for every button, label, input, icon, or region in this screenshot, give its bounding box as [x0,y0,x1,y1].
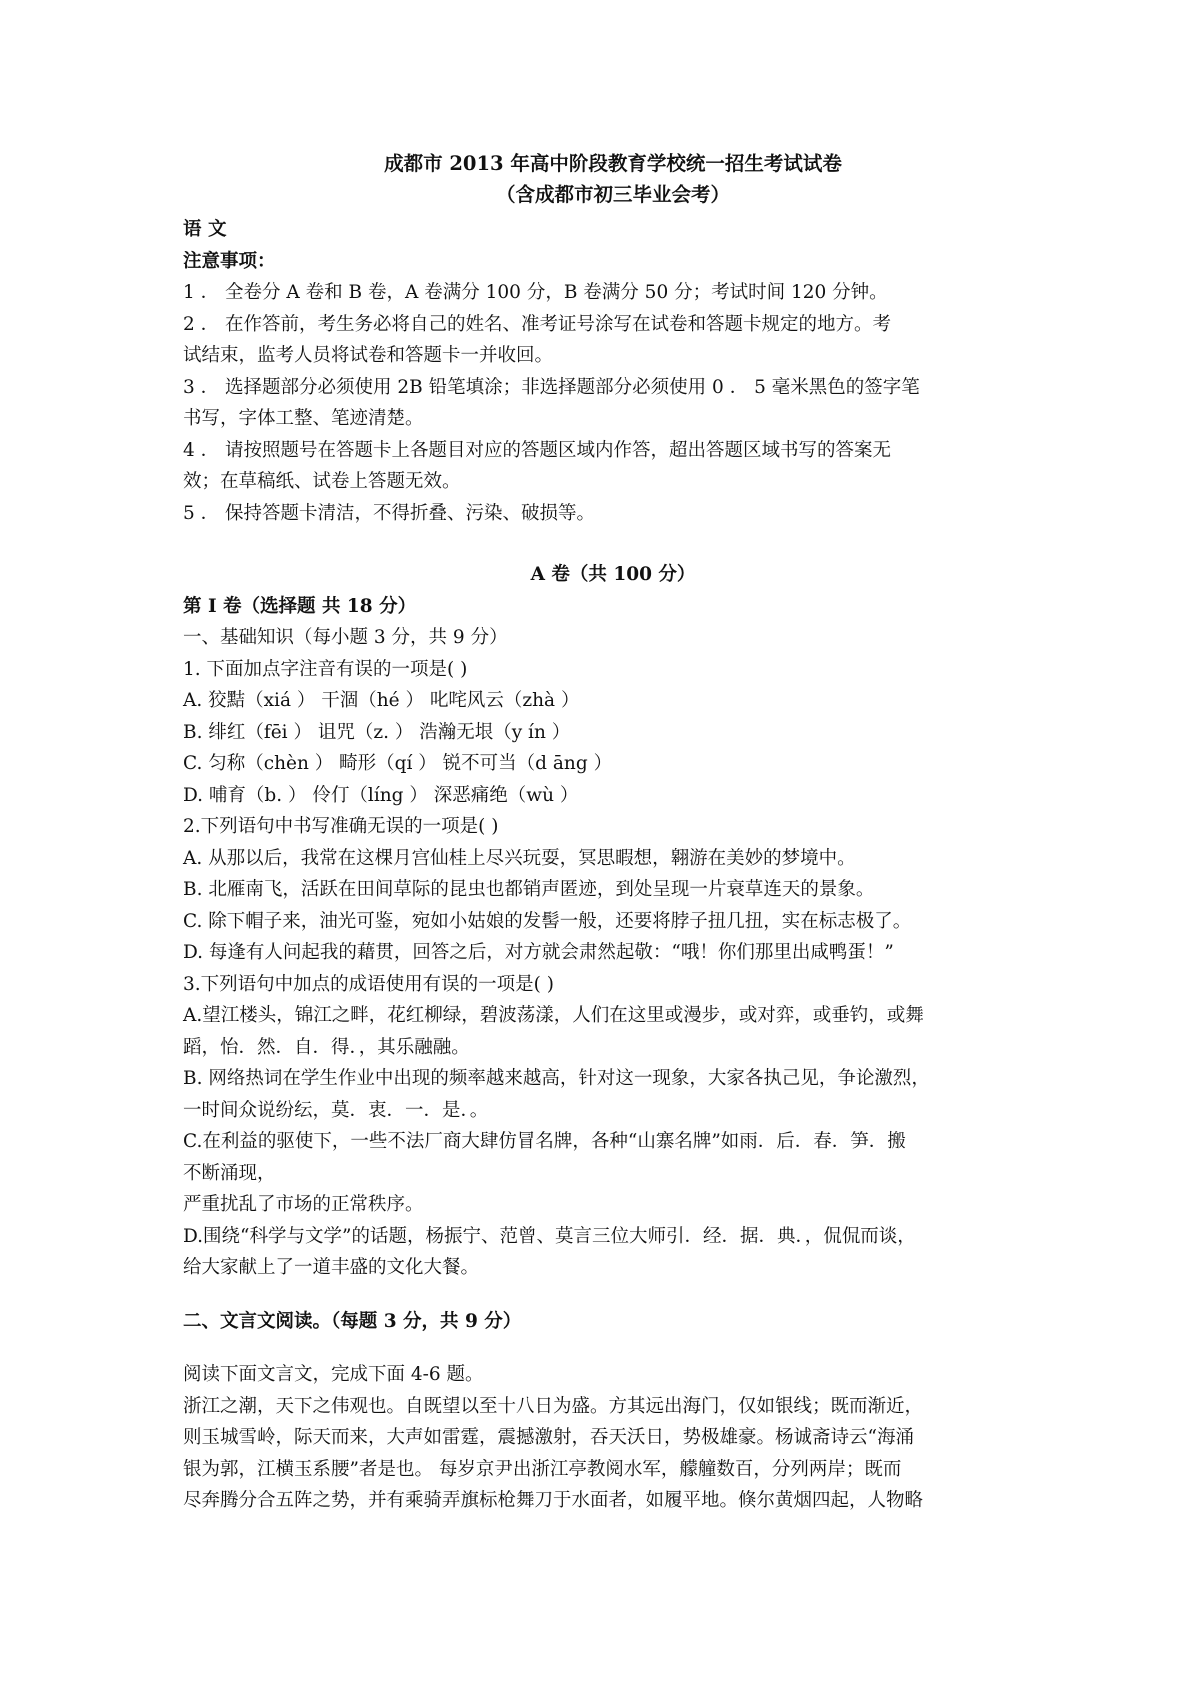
notice-line: 3 ． 选择题部分必须使用 2B 铅笔填涂；非选择题部分必须使用 0 ． 5 毫米黑色的签字笔 [183,376,920,398]
passage-line: 银为郭，江横玉系腰”者是也。 每岁京尹出浙江亭教阅水军，艨艟数百，分列两岸；既而 [183,1458,902,1480]
passage-line: 尽奔腾分合五阵之势，并有乘骑弄旗标枪舞刀于水面者，如履平地。倏尔黄烟四起，人物略 [183,1490,924,1511]
section-a-heading: A 卷（共 100 分） [530,564,696,585]
notice-line: 1 ． 全卷分 A 卷和 B 卷，A 卷满分 100 分，B 卷满分 50 分；考试时间 120 分钟。 [183,282,888,303]
section-2-heading: 二、文言文阅读。（每题 3 分，共 9 分） [183,1310,522,1332]
exam-title: 成都市 2013 年高中阶段教育学校统一招生考试试卷 [384,152,842,175]
question-2-option-c: C. 除下帽子来，油光可鉴，宛如小姑娘的发髻一般，还要将脖子扭几扭，实在标志极了。 [183,910,912,932]
question-3-line: C.在利益的驱使下，一些不法厂商大肆仿冒名牌，各种“山寨名牌”如雨．后．春．笋．搬 [183,1131,906,1152]
question-3-line: 给大家献上了一道丰盛的文化大餐。 [183,1257,480,1278]
question-1-option-b: B. 绯红（fēi ） 诅咒（z. ） 浩瀚无垠（y ín ） [183,721,571,743]
notice-line: 4 ． 请按照题号在答题卡上各题目对应的答题区域内作答，超出答题区域书写的答案无 [183,439,892,461]
question-3-line: A.望江楼头，锦江之畔，花红柳绿，碧波荡漾，人们在这里或漫步，或对弈，或垂钓，或舞 [183,1005,924,1026]
question-2-option-b: B. 北雁南飞，活跃在田间草际的昆虫也都销声匿迹，到处呈现一片衰草连天的景象。 [183,879,875,900]
question-1-stem: 1. 下面加点字注音有误的一项是( ) [183,658,468,680]
question-3-line: 一时间众说纷纭，莫．衷．一．是．。 [183,1099,489,1121]
notice-line: 5 ． 保持答题卡清洁，不得折叠、污染、破损等。 [183,502,596,524]
notice-line: 试结束，监考人员将试卷和答题卡一并收回。 [183,345,554,366]
question-3-line: 蹈，怡．然．自．得．，其乐融融。 [183,1036,470,1058]
question-2-stem: 2.下列语句中书写准确无误的一项是( ) [183,816,499,837]
question-3-line: B. 网络热词在学生作业中出现的频率越来越高，针对这一现象，大家各执己见，争论激烈， [183,1068,930,1089]
question-1-option-a: A. 狡黠（xiá ） 干涸（hé ） 叱咤风云（zhà ） [183,690,580,711]
question-3-line: 不断涌现， [183,1162,276,1184]
notice-line: 效；在草稿纸、试卷上答题无效。 [183,471,461,492]
question-3-stem: 3.下列语句中加点的成语使用有误的一项是( ) [183,973,554,995]
part-1-heading: 第 I 卷（选择题 共 18 分） [183,595,417,617]
passage-line: 则玉城雪岭，际天而来，大声如雷霆，震撼激射，吞天沃日，势极雄豪。杨诚斋诗云“海涌 [183,1427,914,1448]
question-1-option-c: C. 匀称（chèn ） 畸形（qí ） 锐不可当（d āng ） [183,753,613,774]
subject-label: 语 文 [183,219,227,240]
question-2-option-a: A. 从那以后，我常在这棵月宫仙桂上尽兴玩耍，冥思暇想，翱游在美妙的梦境中。 [183,847,856,869]
document-body [183,148,1043,1517]
question-2-option-d: D. 每逢有人问起我的藉贯，回答之后，对方就会肃然起敬：“哦！你们那里出咸鸭蛋！” [183,942,894,963]
passage-line: 浙江之潮，天下之伟观也。自既望以至十八日为盛。方其远出海门，仅如银线；既而渐近， [183,1395,924,1417]
section-2-intro: 阅读下面文言文，完成下面 4-6 题。 [183,1364,484,1385]
notice-line: 书写，字体工整、笔迹清楚。 [183,408,424,429]
basic-knowledge-heading: 一、基础知识（每小题 3 分，共 9 分） [183,627,508,648]
exam-subtitle: （含成都市初三毕业会考） [495,183,730,206]
notice-heading: 注意事项： [183,250,276,272]
question-1-option-d: D. 哺育（b. ） 伶仃（líng ） 深恶痛绝（wù ） [183,784,579,806]
question-3-line: D.围绕“科学与文学”的话题，杨振宁、范曾、莫言三位大师引．经．据．典．，侃侃而谈， [183,1225,916,1247]
question-3-line: 严重扰乱了市场的正常秩序。 [183,1194,424,1215]
notice-line: 2 ． 在作答前，考生务必将自己的姓名、准考证号涂写在试卷和答题卡规定的地方。考 [183,313,892,335]
